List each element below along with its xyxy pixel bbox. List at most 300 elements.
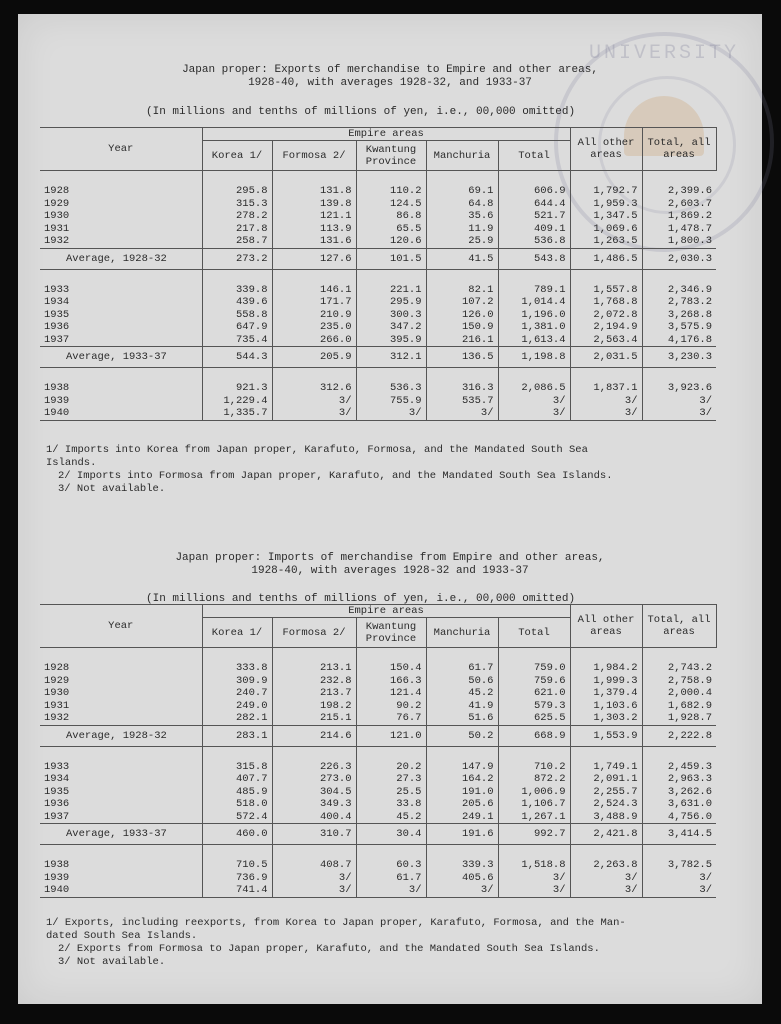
other-cell: 3/ (570, 872, 642, 885)
spacer-cell (356, 269, 426, 284)
table2-footnote-3: 3/ Not available. (58, 956, 166, 968)
table1-footnote-2: 2/ Imports into Formosa from Japan proper, Karafuto, and the Mandated South Sea Islands. (58, 470, 613, 482)
formosa-cell: 400.4 (272, 811, 356, 824)
spacer-cell (202, 368, 272, 383)
grand-cell: 3,230.3 (642, 347, 716, 368)
exports-table (40, 127, 717, 421)
korea-cell: 1,229.4 (202, 395, 272, 408)
table-row (40, 309, 716, 322)
table2-footnote-1b: dated South Sea Islands. (46, 930, 198, 942)
table-row (40, 687, 716, 700)
year-cell: Average, 1933-37 (40, 347, 202, 368)
kwantung-cell: 755.9 (356, 395, 426, 408)
manchuria-cell: 41.9 (426, 700, 498, 713)
spacer-cell (202, 845, 272, 860)
spacer-cell (570, 368, 642, 383)
kwantung-cell: 20.2 (356, 761, 426, 774)
kwantung-cell: 3/ (356, 884, 426, 897)
total-header: Total (498, 618, 570, 648)
korea-cell: 295.8 (202, 185, 272, 198)
formosa-cell: 349.3 (272, 798, 356, 811)
spacer-row (40, 746, 716, 761)
other-cell: 1,379.4 (570, 687, 642, 700)
average-row (40, 824, 716, 845)
korea-cell: 283.1 (202, 725, 272, 746)
spacer-cell (356, 368, 426, 383)
formosa-cell: 3/ (272, 872, 356, 885)
table-row (40, 786, 716, 799)
manchuria-cell: 147.9 (426, 761, 498, 774)
korea-cell: 339.8 (202, 284, 272, 297)
formosa-cell: 146.1 (272, 284, 356, 297)
kwantung-cell: 120.6 (356, 235, 426, 248)
average-row (40, 248, 716, 269)
grand-cell: 1,928.7 (642, 712, 716, 725)
korea-cell: 273.2 (202, 248, 272, 269)
manchuria-cell: 150.9 (426, 321, 498, 334)
other-cell: 3/ (570, 884, 642, 897)
korea-cell: 558.8 (202, 309, 272, 322)
total-cell: 1,196.0 (498, 309, 570, 322)
spacer-cell (426, 746, 498, 761)
spacer-cell (272, 269, 356, 284)
grand-cell: 2,743.2 (642, 662, 716, 675)
grand-cell: 3/ (642, 884, 716, 897)
other-cell: 1,263.5 (570, 235, 642, 248)
other-cell: 3/ (570, 407, 642, 420)
korea-cell: 315.3 (202, 198, 272, 211)
year-cell: 1937 (40, 334, 202, 347)
formosa-cell: 210.9 (272, 309, 356, 322)
spacer-cell (356, 171, 426, 186)
spacer-cell (40, 648, 202, 663)
spacer-cell (272, 368, 356, 383)
manchuria-header: Manchuria (426, 141, 498, 171)
table-row (40, 811, 716, 824)
total-cell: 606.9 (498, 185, 570, 198)
year-cell: 1933 (40, 284, 202, 297)
manchuria-cell: 41.5 (426, 248, 498, 269)
spacer-cell (570, 746, 642, 761)
grand-cell: 3/ (642, 395, 716, 408)
grand-cell: 2,000.4 (642, 687, 716, 700)
table-row (40, 198, 716, 211)
manchuria-cell: 82.1 (426, 284, 498, 297)
year-cell: 1936 (40, 321, 202, 334)
manchuria-cell: 50.2 (426, 725, 498, 746)
spacer-row (40, 171, 716, 186)
other-areas-header: All other areas (570, 128, 642, 171)
year-cell: 1930 (40, 687, 202, 700)
table-row (40, 872, 716, 885)
spacer-cell (426, 845, 498, 860)
year-cell: Average, 1928-32 (40, 725, 202, 746)
formosa-cell: 213.1 (272, 662, 356, 675)
table-row (40, 407, 716, 420)
table1-footnote-3: 3/ Not available. (58, 483, 166, 495)
other-cell: 1,557.8 (570, 284, 642, 297)
korea-cell: 544.3 (202, 347, 272, 368)
manchuria-cell: 405.6 (426, 872, 498, 885)
other-cell: 2,091.1 (570, 773, 642, 786)
grand-cell: 2,030.3 (642, 248, 716, 269)
spacer-cell (202, 746, 272, 761)
other-cell: 2,421.8 (570, 824, 642, 845)
manchuria-cell: 50.6 (426, 675, 498, 688)
total-cell: 644.4 (498, 198, 570, 211)
kwantung-cell: 76.7 (356, 712, 426, 725)
kwantung-cell: 101.5 (356, 248, 426, 269)
year-cell: 1938 (40, 859, 202, 872)
formosa-header: Formosa 2/ (272, 618, 356, 648)
total-cell: 872.2 (498, 773, 570, 786)
year-cell: 1932 (40, 235, 202, 248)
spacer-cell (272, 746, 356, 761)
formosa-cell: 213.7 (272, 687, 356, 700)
year-cell: 1936 (40, 798, 202, 811)
total-cell: 2,086.5 (498, 382, 570, 395)
spacer-row (40, 368, 716, 383)
spacer-cell (570, 269, 642, 284)
table1-footnote-1b: Islands. (46, 457, 97, 469)
spacer-cell (498, 368, 570, 383)
year-cell: 1934 (40, 773, 202, 786)
spacer-cell (40, 368, 202, 383)
formosa-cell: 205.9 (272, 347, 356, 368)
other-cell: 1,303.2 (570, 712, 642, 725)
manchuria-cell: 64.8 (426, 198, 498, 211)
year-cell: 1935 (40, 786, 202, 799)
grand-cell: 4,176.8 (642, 334, 716, 347)
grand-cell: 3,923.6 (642, 382, 716, 395)
total-cell: 759.6 (498, 675, 570, 688)
manchuria-cell: 164.2 (426, 773, 498, 786)
year-cell: 1937 (40, 811, 202, 824)
table2-footnote-1: 1/ Exports, including reexports, from Korea to Japan proper, Karafuto, Formosa, and the Man- (46, 917, 626, 929)
total-cell: 409.1 (498, 223, 570, 236)
manchuria-cell: 25.9 (426, 235, 498, 248)
kwantung-cell: 27.3 (356, 773, 426, 786)
spacer-cell (426, 269, 498, 284)
kwantung-cell: 25.5 (356, 786, 426, 799)
spacer-cell (642, 368, 716, 383)
korea-cell: 282.1 (202, 712, 272, 725)
formosa-cell: 215.1 (272, 712, 356, 725)
table-row (40, 761, 716, 774)
table-row (40, 700, 716, 713)
formosa-cell: 304.5 (272, 786, 356, 799)
manchuria-cell: 126.0 (426, 309, 498, 322)
total-cell: 710.2 (498, 761, 570, 774)
manchuria-cell: 205.6 (426, 798, 498, 811)
spacer-cell (40, 171, 202, 186)
formosa-cell: 131.6 (272, 235, 356, 248)
korea-cell: 309.9 (202, 675, 272, 688)
grand-cell: 1,800.3 (642, 235, 716, 248)
total-cell: 789.1 (498, 284, 570, 297)
kwantung-cell: 121.0 (356, 725, 426, 746)
manchuria-cell: 61.7 (426, 662, 498, 675)
year-cell: Average, 1933-37 (40, 824, 202, 845)
spacer-cell (272, 845, 356, 860)
kwantung-cell: 150.4 (356, 662, 426, 675)
table2-footnote-2: 2/ Exports from Formosa to Japan proper, Karafuto, and the Mandated South Sea Islands. (58, 943, 600, 955)
year-cell: 1935 (40, 309, 202, 322)
grand-cell: 3/ (642, 872, 716, 885)
spacer-cell (498, 746, 570, 761)
kwantung-cell: 300.3 (356, 309, 426, 322)
kwantung-header: Kwantung Province (356, 618, 426, 648)
spacer-cell (426, 368, 498, 383)
manchuria-cell: 191.6 (426, 824, 498, 845)
korea-cell: 572.4 (202, 811, 272, 824)
spacer-cell (642, 648, 716, 663)
other-cell: 1,103.6 (570, 700, 642, 713)
manchuria-cell: 107.2 (426, 296, 498, 309)
korea-cell: 921.3 (202, 382, 272, 395)
spacer-cell (356, 746, 426, 761)
other-cell: 2,524.3 (570, 798, 642, 811)
other-cell: 1,792.7 (570, 185, 642, 198)
table-row (40, 395, 716, 408)
total-cell: 3/ (498, 395, 570, 408)
manchuria-cell: 51.6 (426, 712, 498, 725)
korea-header: Korea 1/ (202, 618, 272, 648)
manchuria-cell: 535.7 (426, 395, 498, 408)
kwantung-cell: 90.2 (356, 700, 426, 713)
korea-cell: 278.2 (202, 210, 272, 223)
spacer-cell (426, 171, 498, 186)
manchuria-cell: 11.9 (426, 223, 498, 236)
year-cell: 1928 (40, 662, 202, 675)
grand-cell: 3,262.6 (642, 786, 716, 799)
other-cell: 2,255.7 (570, 786, 642, 799)
year-header: Year (40, 605, 202, 648)
grand-cell: 3/ (642, 407, 716, 420)
formosa-cell: 171.7 (272, 296, 356, 309)
year-cell: 1933 (40, 761, 202, 774)
grand-cell: 3,268.8 (642, 309, 716, 322)
table-row (40, 284, 716, 297)
korea-cell: 518.0 (202, 798, 272, 811)
other-cell: 2,072.8 (570, 309, 642, 322)
total-cell: 3/ (498, 872, 570, 885)
korea-cell: 710.5 (202, 859, 272, 872)
kwantung-cell: 536.3 (356, 382, 426, 395)
formosa-cell: 3/ (272, 407, 356, 420)
other-cell: 3,488.9 (570, 811, 642, 824)
spacer-cell (570, 171, 642, 186)
grand-cell: 2,758.9 (642, 675, 716, 688)
formosa-cell: 131.8 (272, 185, 356, 198)
other-cell: 1,837.1 (570, 382, 642, 395)
table-row (40, 321, 716, 334)
total-cell: 1,613.4 (498, 334, 570, 347)
average-row (40, 725, 716, 746)
manchuria-cell: 3/ (426, 407, 498, 420)
kwantung-cell: 295.9 (356, 296, 426, 309)
manchuria-cell: 249.1 (426, 811, 498, 824)
total-cell: 668.9 (498, 725, 570, 746)
kwantung-cell: 3/ (356, 407, 426, 420)
spacer-cell (642, 269, 716, 284)
korea-cell: 736.9 (202, 872, 272, 885)
spacer-cell (498, 845, 570, 860)
table-row (40, 334, 716, 347)
spacer-cell (642, 746, 716, 761)
korea-cell: 258.7 (202, 235, 272, 248)
kwantung-cell: 395.9 (356, 334, 426, 347)
kwantung-cell: 166.3 (356, 675, 426, 688)
spacer-cell (498, 269, 570, 284)
document-page (18, 14, 762, 1004)
table-row (40, 773, 716, 786)
kwantung-cell: 312.1 (356, 347, 426, 368)
table-row (40, 798, 716, 811)
table-row (40, 859, 716, 872)
spacer-cell (40, 269, 202, 284)
spacer-cell (272, 648, 356, 663)
year-cell: 1938 (40, 382, 202, 395)
table-row (40, 210, 716, 223)
grand-cell: 1,869.2 (642, 210, 716, 223)
year-cell: 1932 (40, 712, 202, 725)
formosa-cell: 232.8 (272, 675, 356, 688)
other-cell: 2,563.4 (570, 334, 642, 347)
grand-cell: 2,963.3 (642, 773, 716, 786)
year-cell: Average, 1928-32 (40, 248, 202, 269)
year-cell: 1940 (40, 884, 202, 897)
seal-text: UNIVERSITY (588, 42, 740, 65)
korea-cell: 249.0 (202, 700, 272, 713)
manchuria-header: Manchuria (426, 618, 498, 648)
year-cell: 1930 (40, 210, 202, 223)
formosa-cell: 214.6 (272, 725, 356, 746)
formosa-cell: 310.7 (272, 824, 356, 845)
table-row (40, 185, 716, 198)
spacer-cell (498, 171, 570, 186)
year-cell: 1929 (40, 198, 202, 211)
formosa-cell: 3/ (272, 884, 356, 897)
manchuria-cell: 339.3 (426, 859, 498, 872)
kwantung-cell: 347.2 (356, 321, 426, 334)
manchuria-cell: 35.6 (426, 210, 498, 223)
table-row (40, 662, 716, 675)
spacer-cell (40, 746, 202, 761)
other-cell: 1,999.3 (570, 675, 642, 688)
formosa-cell: 408.7 (272, 859, 356, 872)
year-header: Year (40, 128, 202, 171)
korea-cell: 333.8 (202, 662, 272, 675)
year-cell: 1939 (40, 395, 202, 408)
manchuria-cell: 216.1 (426, 334, 498, 347)
formosa-header: Formosa 2/ (272, 141, 356, 171)
korea-cell: 217.8 (202, 223, 272, 236)
table-row (40, 675, 716, 688)
year-cell: 1928 (40, 185, 202, 198)
formosa-cell: 273.0 (272, 773, 356, 786)
manchuria-cell: 69.1 (426, 185, 498, 198)
other-cell: 1,486.5 (570, 248, 642, 269)
table1-units: (In millions and tenths of millions of yen, i.e., 00,000 omitted) (146, 106, 576, 118)
grand-cell: 2,399.6 (642, 185, 716, 198)
grand-total-header: Total, all areas (642, 128, 716, 171)
other-cell: 1,984.2 (570, 662, 642, 675)
grand-cell: 1,478.7 (642, 223, 716, 236)
other-cell: 1,959.3 (570, 198, 642, 211)
kwantung-header: Kwantung Province (356, 141, 426, 171)
other-cell: 2,263.8 (570, 859, 642, 872)
grand-cell: 2,459.3 (642, 761, 716, 774)
total-cell: 1,198.8 (498, 347, 570, 368)
other-cell: 1,768.8 (570, 296, 642, 309)
average-row (40, 347, 716, 368)
total-cell: 3/ (498, 407, 570, 420)
manchuria-cell: 136.5 (426, 347, 498, 368)
total-cell: 759.0 (498, 662, 570, 675)
other-cell: 1,749.1 (570, 761, 642, 774)
total-cell: 1,267.1 (498, 811, 570, 824)
spacer-cell (202, 171, 272, 186)
manchuria-cell: 45.2 (426, 687, 498, 700)
kwantung-cell: 110.2 (356, 185, 426, 198)
spacer-cell (642, 845, 716, 860)
spacer-row (40, 269, 716, 284)
total-cell: 3/ (498, 884, 570, 897)
korea-cell: 735.4 (202, 334, 272, 347)
formosa-cell: 127.6 (272, 248, 356, 269)
year-cell: 1929 (40, 675, 202, 688)
korea-cell: 741.4 (202, 884, 272, 897)
table2-title-line1: Japan proper: Imports of merchandise from Empire and other areas, (175, 552, 605, 564)
kwantung-cell: 86.8 (356, 210, 426, 223)
korea-cell: 485.9 (202, 786, 272, 799)
empire-areas-header: Empire areas (202, 128, 570, 141)
kwantung-cell: 61.7 (356, 872, 426, 885)
kwantung-cell: 221.1 (356, 284, 426, 297)
table-row (40, 296, 716, 309)
table-row (40, 382, 716, 395)
table1-title-line1: Japan proper: Exports of merchandise to Empire and other areas, (182, 64, 598, 76)
table-row (40, 712, 716, 725)
spacer-cell (202, 648, 272, 663)
kwantung-cell: 121.4 (356, 687, 426, 700)
grand-cell: 2,346.9 (642, 284, 716, 297)
year-cell: 1931 (40, 223, 202, 236)
total-cell: 521.7 (498, 210, 570, 223)
other-cell: 2,194.9 (570, 321, 642, 334)
imports-table (40, 604, 717, 898)
table-row (40, 884, 716, 897)
total-cell: 536.8 (498, 235, 570, 248)
table1-title-line2: 1928-40, with averages 1928-32, and 1933-37 (248, 77, 532, 89)
spacer-row (40, 845, 716, 860)
grand-total-header: Total, all areas (642, 605, 716, 648)
manchuria-cell: 3/ (426, 884, 498, 897)
spacer-cell (498, 648, 570, 663)
grand-cell: 3,782.5 (642, 859, 716, 872)
grand-cell: 3,414.5 (642, 824, 716, 845)
korea-cell: 460.0 (202, 824, 272, 845)
total-cell: 543.8 (498, 248, 570, 269)
spacer-cell (356, 648, 426, 663)
spacer-cell (202, 269, 272, 284)
year-cell: 1934 (40, 296, 202, 309)
spacer-cell (426, 648, 498, 663)
total-cell: 621.0 (498, 687, 570, 700)
total-cell: 1,381.0 (498, 321, 570, 334)
formosa-cell: 235.0 (272, 321, 356, 334)
